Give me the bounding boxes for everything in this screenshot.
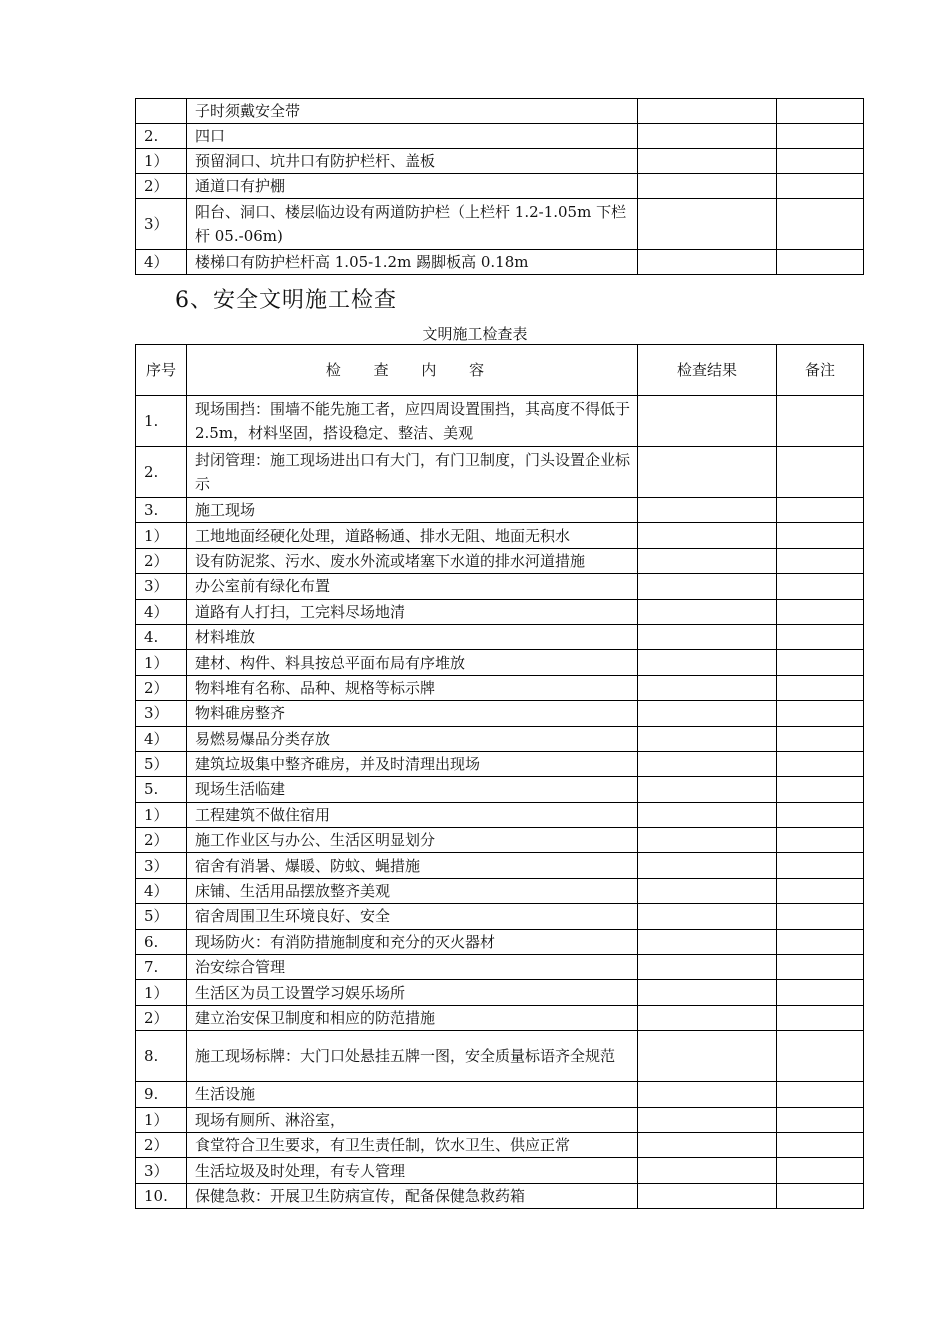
row-result-cell[interactable] [638, 853, 777, 878]
row-result-cell[interactable] [638, 498, 777, 523]
row-number: 2） [136, 174, 187, 199]
row-notes-cell[interactable] [777, 1158, 864, 1183]
row-number: 3） [136, 701, 187, 726]
row-number: 3） [136, 853, 187, 878]
row-number: 8. [136, 1031, 187, 1082]
row-result-cell[interactable] [638, 99, 777, 124]
row-content: 现场生活临建 [187, 777, 638, 802]
row-number: 2. [136, 447, 187, 498]
table-row [136, 675, 864, 700]
table-row [136, 523, 864, 548]
table-row [136, 1132, 864, 1157]
row-notes-cell[interactable] [777, 828, 864, 853]
row-notes-cell[interactable] [777, 523, 864, 548]
row-notes-cell[interactable] [777, 650, 864, 675]
row-content: 道路有人打扫，工完料尽场地清 [187, 599, 638, 624]
row-content: 建筑垃圾集中整齐碓房，并及时清理出现场 [187, 751, 638, 776]
row-notes-cell[interactable] [777, 802, 864, 827]
row-number: 4） [136, 250, 187, 275]
row-result-cell[interactable] [638, 980, 777, 1005]
table-row [136, 802, 864, 827]
row-notes-cell[interactable] [777, 599, 864, 624]
row-content: 建立治安保卫制度和相应的防范措施 [187, 1005, 638, 1030]
table-row [136, 828, 864, 853]
row-number: 3） [136, 199, 187, 250]
row-content: 设有防泥浆、污水、废水外流或堵塞下水道的排水河道措施 [187, 548, 638, 573]
row-content: 工程建筑不做住宿用 [187, 802, 638, 827]
row-notes-cell[interactable] [777, 498, 864, 523]
row-result-cell[interactable] [638, 124, 777, 149]
table-row [136, 498, 864, 523]
table-row [136, 853, 864, 878]
civilized-construction-check-table [135, 344, 864, 1209]
row-result-cell[interactable] [638, 447, 777, 498]
row-result-cell[interactable] [638, 396, 777, 447]
row-content: 办公室前有绿化布置 [187, 574, 638, 599]
row-number: 3） [136, 574, 187, 599]
row-content: 物料碓房整齐 [187, 701, 638, 726]
row-result-cell[interactable] [638, 828, 777, 853]
row-number: 1） [136, 523, 187, 548]
row-content: 施工现场标牌：大门口处悬挂五牌一图，安全质量标语齐全规范 [187, 1031, 638, 1082]
row-content: 食堂符合卫生要求，有卫生责任制，饮水卫生、供应正常 [187, 1132, 638, 1157]
table-row [136, 548, 864, 573]
row-result-cell[interactable] [638, 1158, 777, 1183]
table-row [136, 599, 864, 624]
row-number: 1） [136, 149, 187, 174]
table-row [136, 1107, 864, 1132]
row-result-cell[interactable] [638, 250, 777, 275]
table-row [136, 99, 864, 124]
row-result-cell[interactable] [638, 1082, 777, 1107]
table-row [136, 878, 864, 903]
row-content: 施工作业区与办公、生活区明显划分 [187, 828, 638, 853]
row-number: 4. [136, 624, 187, 649]
header-content: 检 查 内 容 [187, 345, 638, 396]
row-notes-cell[interactable] [777, 624, 864, 649]
row-notes-cell[interactable] [777, 124, 864, 149]
row-notes-cell[interactable] [777, 701, 864, 726]
row-number: 4） [136, 599, 187, 624]
row-number: 10. [136, 1183, 187, 1208]
row-notes-cell[interactable] [777, 1082, 864, 1107]
row-result-cell[interactable] [638, 1005, 777, 1030]
row-content: 宿舍周围卫生环境良好、安全 [187, 904, 638, 929]
row-result-cell[interactable] [638, 199, 777, 250]
row-content: 现场围挡：围墙不能先施工者，应四周设置围挡，其高度不得低于 2.5m，材料坚固，搭设稳定、整洁、美观 [187, 396, 638, 447]
row-number: 4） [136, 878, 187, 903]
row-notes-cell[interactable] [777, 149, 864, 174]
row-content: 宿舍有消暑、爆暖、防蚊、蝇措施 [187, 853, 638, 878]
row-notes-cell[interactable] [777, 1183, 864, 1208]
row-number: 2. [136, 124, 187, 149]
row-content: 床铺、生活用品摆放整齐美观 [187, 878, 638, 903]
table-header-row [136, 345, 864, 396]
table-row [136, 1158, 864, 1183]
row-result-cell[interactable] [638, 1183, 777, 1208]
row-number: 1. [136, 396, 187, 447]
top-table-body [136, 99, 864, 275]
table-caption: 文明施工检查表 [422, 325, 528, 343]
row-number: 2） [136, 1132, 187, 1157]
table-row [136, 726, 864, 751]
row-content: 建材、构件、料具按总平面布局有序堆放 [187, 650, 638, 675]
table-row [136, 574, 864, 599]
row-number: 5. [136, 777, 187, 802]
table-row [136, 980, 864, 1005]
row-result-cell[interactable] [638, 751, 777, 776]
row-content: 物料堆有名称、品种、规格等标示牌 [187, 675, 638, 700]
row-notes-cell[interactable] [777, 174, 864, 199]
table-row [136, 751, 864, 776]
table-row [136, 1005, 864, 1030]
row-result-cell[interactable] [638, 726, 777, 751]
row-number: 7. [136, 955, 187, 980]
row-notes-cell[interactable] [777, 980, 864, 1005]
row-result-cell[interactable] [638, 1132, 777, 1157]
row-notes-cell[interactable] [777, 1031, 864, 1082]
row-content: 材料堆放 [187, 624, 638, 649]
row-notes-cell[interactable] [777, 904, 864, 929]
row-result-cell[interactable] [638, 878, 777, 903]
row-content: 生活区为员工设置学习娱乐场所 [187, 980, 638, 1005]
row-result-cell[interactable] [638, 624, 777, 649]
table-row [136, 124, 864, 149]
header-seq: 序号 [136, 345, 187, 396]
row-number: 2） [136, 1005, 187, 1030]
row-result-cell[interactable] [638, 650, 777, 675]
row-number: 5） [136, 904, 187, 929]
table-row [136, 174, 864, 199]
row-result-cell[interactable] [638, 548, 777, 573]
row-result-cell[interactable] [638, 777, 777, 802]
table-row [136, 777, 864, 802]
row-content: 工地地面经硬化处理，道路畅通、排水无阻、地面无积水 [187, 523, 638, 548]
row-number: 1） [136, 802, 187, 827]
row-number: 2） [136, 548, 187, 573]
table-row [136, 701, 864, 726]
row-notes-cell[interactable] [777, 726, 864, 751]
row-notes-cell[interactable] [777, 929, 864, 954]
row-notes-cell[interactable] [777, 396, 864, 447]
table-row [136, 624, 864, 649]
row-notes-cell[interactable] [777, 853, 864, 878]
row-content: 现场有厕所、淋浴室， [187, 1107, 638, 1132]
row-number: 1） [136, 980, 187, 1005]
row-notes-cell[interactable] [777, 1132, 864, 1157]
header-notes: 备注 [777, 345, 864, 396]
row-notes-cell[interactable] [777, 675, 864, 700]
row-number: 1） [136, 650, 187, 675]
header-result: 检查结果 [638, 345, 777, 396]
row-notes-cell[interactable] [777, 878, 864, 903]
row-content: 生活设施 [187, 1082, 638, 1107]
row-number: 9. [136, 1082, 187, 1107]
row-notes-cell[interactable] [777, 447, 864, 498]
top-checklist-table [135, 98, 864, 275]
row-content: 易燃易爆品分类存放 [187, 726, 638, 751]
row-content: 四口 [187, 124, 638, 149]
row-number: 4） [136, 726, 187, 751]
row-number: 3. [136, 498, 187, 523]
row-number: 2） [136, 828, 187, 853]
table-row [136, 396, 864, 447]
table-row [136, 904, 864, 929]
row-result-cell[interactable] [638, 701, 777, 726]
row-result-cell[interactable] [638, 574, 777, 599]
table-row [136, 929, 864, 954]
row-content: 子时须戴安全带 [187, 99, 638, 124]
table-row [136, 199, 864, 250]
row-number: 3） [136, 1158, 187, 1183]
row-notes-cell[interactable] [777, 199, 864, 250]
row-number: 1） [136, 1107, 187, 1132]
row-notes-cell[interactable] [777, 1107, 864, 1132]
row-content: 施工现场 [187, 498, 638, 523]
main-table-body [136, 396, 864, 1209]
row-notes-cell[interactable] [777, 751, 864, 776]
row-number: 2） [136, 675, 187, 700]
table-row [136, 250, 864, 275]
row-notes-cell[interactable] [777, 1005, 864, 1030]
row-content: 阳台、洞口、楼层临边设有两道防护栏（上栏杆 1.2-1.05m 下栏杆 05.-06m) [187, 199, 638, 250]
row-notes-cell[interactable] [777, 250, 864, 275]
row-result-cell[interactable] [638, 1107, 777, 1132]
row-number: 5） [136, 751, 187, 776]
table-row [136, 1183, 864, 1208]
row-notes-cell[interactable] [777, 99, 864, 124]
row-content: 现场防火：有消防措施制度和充分的灭火器材 [187, 929, 638, 954]
row-content: 治安综合管理 [187, 955, 638, 980]
row-content: 通道口有护棚 [187, 174, 638, 199]
row-number [136, 99, 187, 124]
row-number: 6. [136, 929, 187, 954]
table-row [136, 1082, 864, 1107]
row-notes-cell[interactable] [777, 574, 864, 599]
row-result-cell[interactable] [638, 802, 777, 827]
row-content: 生活垃圾及时处理，有专人管理 [187, 1158, 638, 1183]
row-notes-cell[interactable] [777, 955, 864, 980]
table-row [136, 149, 864, 174]
row-notes-cell[interactable] [777, 548, 864, 573]
table-row [136, 447, 864, 498]
row-content: 封闭管理：施工现场进出口有大门，有门卫制度，门头设置企业标示 [187, 447, 638, 498]
row-content: 预留洞口、坑井口有防护栏杆、盖板 [187, 149, 638, 174]
table-row [136, 650, 864, 675]
row-content: 楼梯口有防护栏杆高 1.05-1.2m 踢脚板高 0.18m [187, 250, 638, 275]
row-notes-cell[interactable] [777, 777, 864, 802]
row-result-cell[interactable] [638, 523, 777, 548]
row-result-cell[interactable] [638, 599, 777, 624]
table-row [136, 1031, 864, 1082]
row-result-cell[interactable] [638, 174, 777, 199]
row-result-cell[interactable] [638, 929, 777, 954]
row-result-cell[interactable] [638, 675, 777, 700]
row-result-cell[interactable] [638, 955, 777, 980]
row-content: 保健急救：开展卫生防病宣传，配备保健急救药箱 [187, 1183, 638, 1208]
row-result-cell[interactable] [638, 1031, 777, 1082]
row-result-cell[interactable] [638, 149, 777, 174]
row-result-cell[interactable] [638, 904, 777, 929]
section-heading: 6、安全文明施工检查 [175, 288, 397, 313]
table-row [136, 955, 864, 980]
